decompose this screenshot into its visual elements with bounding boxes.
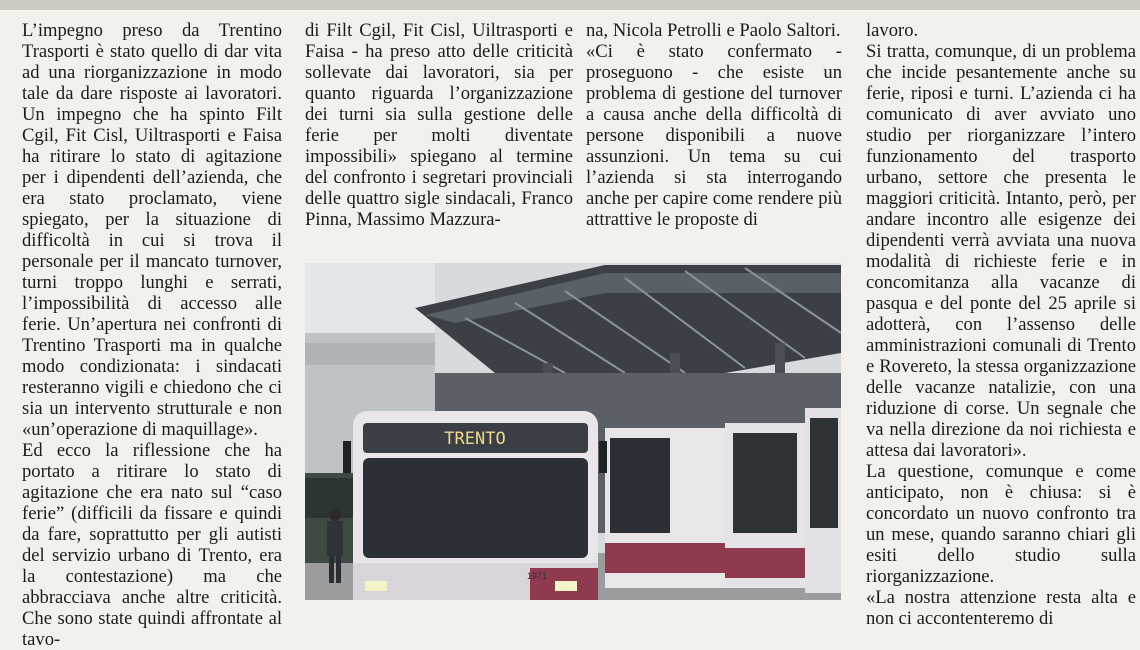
- paragraph: lavoro.: [866, 20, 919, 41]
- bus-fleet-number: 1971: [527, 571, 548, 581]
- paragraph: na, Nicola Petrolli e Paolo Saltori.: [586, 20, 841, 41]
- paragraph: La questione, comunque e come anticipato, non è chiusa: si è concordato un nuovo confronto tra un mese, quando saranno chiari gli esiti dello studio sulla riorganizzazione.: [866, 461, 1136, 587]
- article-column-4: [866, 20, 1136, 629]
- paragraph: Si tratta, comunque, di un problema che incide pesantemente anche su ferie, riposi e turni. L’azienda ci ha comunicato di aver avviato uno studio per riorganizzare l’intero funzionamento del trasporto urbano, settore che presenta le maggiori criticità. Intanto, però, per andare incontro alle esigenze dei dipendenti verrà avviata una nuova modalità di richieste ferie e in concomitanza alla vacanze di pasqua e del ponte del 25 aprile si adotterà, con l’assenso delle amministrazioni comunali di Trento e Rovereto, la stessa organizzazione delle vacanze natalizie, con una riduzione di corse. Un segnale che va nella direzione da noi richiesta e attesa dai lavoratori».: [866, 41, 1136, 461]
- page-header-band: [0, 0, 1140, 10]
- paragraph: L’impegno preso da Trentino Trasporti è stato quello di dar vita ad una riorganizzazione in modo tale da dare risposte ai lavoratori. Un impegno che ha spinto Filt Cgil, Fit Cisl, Uiltrasporti e Faisa ha ritirare lo stato di agitazione per i dipendenti dell’azienda, che era stato proclamato, viene spiegato, per la situazione di difficoltà in cui si trova il personale per il mancato turnover, turni troppo lunghi e serrati, l’impossibilità di accesso alle ferie. Un’apertura nei confronti di Trentino Trasporti ma in qualche modo condizionata: i sindacati resteranno vigili e chiedono che ci sia un intervento strutturale e non «un’operazione di maquillage».: [22, 20, 282, 440]
- article-column-2: [305, 20, 573, 230]
- paragraph: Ed ecco la riflessione che ha portato a ritirare lo stato di agitazione che era nato sul “caso ferie” (difficili da fissare e quindi da fare, soprattutto per gli autisti del servizio urbano di Trento, era la contestazione) ma che abbracciava anche altre criticità. Che sono state quindi affrontate al tavo-: [22, 440, 282, 650]
- article-column-3: [586, 20, 842, 230]
- article-column-1: [22, 20, 282, 650]
- paragraph: di Filt Cgil, Fit Cisl, Uiltrasporti e Faisa - ha preso atto delle criticità sollevate dai lavoratori, sia per quanto riguarda l’organizzazione dei turni sia sulla gestione delle ferie per molti diventate impossibili» spiegano al termine del confronto i segretari provinciali delle quattro sigle sindacali, Franco Pinna, Massimo Mazzura-: [305, 20, 573, 230]
- bus-depot-photo: [305, 263, 841, 600]
- bus-destination-sign: TRENTO: [444, 429, 506, 449]
- paragraph: «Ci è stato confermato - proseguono - che esiste un problema di gestione del turnover a causa anche della difficoltà di persone disponibili a nuove assunzioni. Un tema su cui l’azienda si sta interrogando anche per capire come rendere più attrattive le proposte di: [586, 41, 842, 230]
- paragraph: «La nostra attenzione resta alta e non ci accontenteremo di: [866, 587, 1136, 629]
- bus-depot-illustration: [305, 263, 841, 600]
